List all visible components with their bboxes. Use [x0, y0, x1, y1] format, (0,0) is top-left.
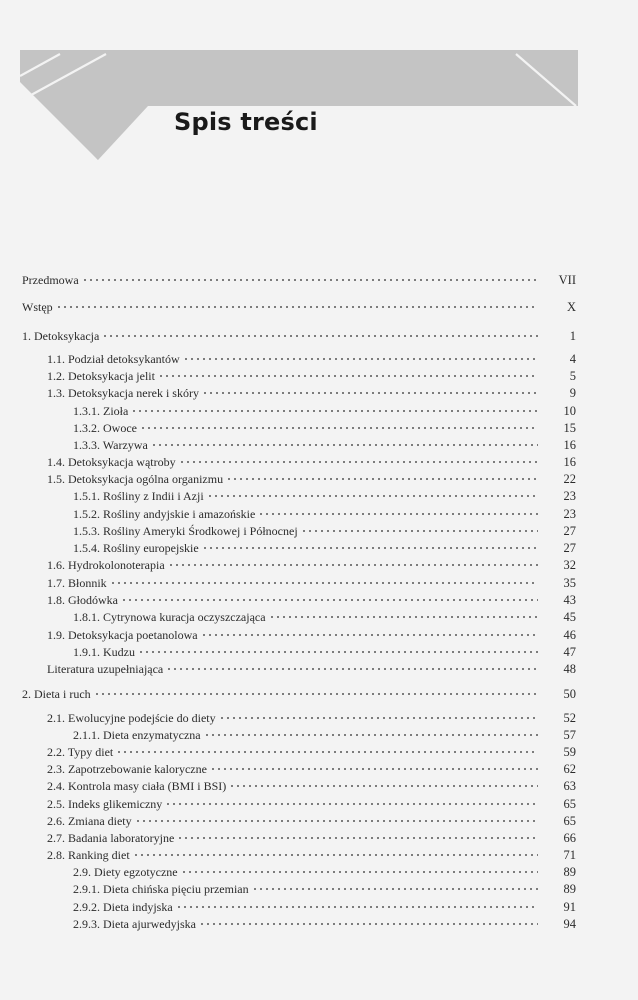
toc-entry-label: 2.3. Zapotrzebowanie kaloryczne	[47, 762, 207, 776]
toc-entry-page-number: 22	[563, 472, 576, 486]
toc-entry	[47, 743, 576, 759]
toc-entry	[47, 812, 576, 828]
dot-leader	[210, 764, 538, 773]
dot-leader	[110, 578, 538, 587]
toc-entry-page-number: 71	[563, 848, 576, 862]
toc-entry-label: 2.2. Typy diet	[47, 745, 114, 759]
toc-entry	[73, 505, 576, 521]
toc-entry-label: 1.5.2. Rośliny andyjskie i amazońskie	[73, 507, 256, 521]
dot-leader	[168, 560, 538, 569]
toc-entry-page-number: VII	[558, 273, 576, 287]
toc-entry	[47, 556, 576, 572]
dot-leader	[183, 354, 538, 363]
dot-leader	[202, 543, 538, 552]
toc-entry-page-number: 46	[563, 628, 576, 642]
toc-entry-label: 2.1.1. Dieta enzymatyczna	[73, 728, 201, 742]
toc-entry-page-number: 16	[563, 438, 576, 452]
toc-entry-label: 1.2. Detoksykacja jelit	[47, 369, 155, 383]
toc-entry	[47, 350, 576, 366]
toc-entry-label: Literatura uzupełniająca	[47, 662, 164, 676]
toc-entry-page-number: 89	[563, 865, 576, 879]
dot-leader	[252, 884, 538, 893]
dot-leader	[179, 457, 538, 466]
toc-entry-page-number: 47	[563, 645, 576, 659]
dot-leader	[135, 816, 538, 825]
dot-leader	[176, 902, 538, 911]
toc-entry-page-number: 62	[563, 762, 576, 776]
toc-entry-page-number: 91	[563, 900, 576, 914]
dot-leader	[56, 302, 538, 311]
toc-entry-page-number: 4	[569, 352, 576, 366]
toc-entry-label: Wstęp	[22, 300, 53, 314]
dot-leader	[165, 799, 538, 808]
dot-leader	[207, 491, 538, 500]
toc-entry-page-number: 32	[563, 558, 576, 572]
toc-entry-label: 2.7. Badania laboratoryjne	[47, 831, 175, 845]
toc-entry-page-number: 52	[563, 711, 576, 725]
toc-entry-label: 1.3. Detoksykacja nerek i skóry	[47, 386, 199, 400]
toc-entry-page-number: 94	[563, 917, 576, 931]
dot-leader	[94, 689, 538, 698]
toc-entry-label: 1.1. Podział detoksykantów	[47, 352, 180, 366]
toc-entry-page-number: 9	[569, 386, 576, 400]
toc-entry-page-number: 43	[563, 593, 576, 607]
dot-leader	[140, 423, 538, 432]
toc-entry-label: 1.3.1. Zioła	[73, 404, 129, 418]
toc-entry-label: 1.8.1. Cytrynowa kuracja oczyszczająca	[73, 610, 266, 624]
toc-entry-label: 2.8. Ranking diet	[47, 848, 130, 862]
toc-entry-label: 1. Detoksykacja	[22, 329, 100, 343]
toc-entry	[73, 863, 576, 879]
toc-entry	[73, 643, 576, 659]
dot-leader	[177, 833, 538, 842]
toc-entry	[73, 726, 576, 742]
dot-leader	[301, 526, 538, 535]
toc-entry	[73, 915, 576, 931]
toc-entry	[73, 402, 576, 418]
toc-entry	[47, 453, 576, 469]
toc-entry-page-number: 10	[563, 404, 576, 418]
dot-leader	[138, 647, 538, 656]
toc-entry-page-number: 59	[563, 745, 576, 759]
toc-entry-page-number: 89	[563, 882, 576, 896]
toc-entry-label: 1.3.3. Warzywa	[73, 438, 148, 452]
toc-entry	[47, 777, 576, 793]
toc-entry-label: 2.9.1. Dieta chińska pięciu przemian	[73, 882, 249, 896]
toc-entry-page-number: 65	[563, 797, 576, 811]
toc-entry	[47, 660, 576, 676]
toc-entry-page-number: 23	[563, 489, 576, 503]
toc-entry	[22, 685, 576, 701]
dot-leader	[166, 664, 538, 673]
toc-entry-page-number: 5	[569, 369, 576, 383]
dot-leader	[121, 595, 538, 604]
dot-leader	[102, 331, 538, 340]
toc-entry-label: 1.9.1. Kudzu	[73, 645, 135, 659]
toc-entry-page-number: 23	[563, 507, 576, 521]
dot-leader	[131, 406, 538, 415]
toc-entry	[47, 384, 576, 400]
dot-leader	[258, 509, 538, 518]
toc-entry	[22, 271, 576, 287]
dot-leader	[219, 713, 538, 722]
toc-entry-label: 1.4. Detoksykacja wątroby	[47, 455, 176, 469]
toc-entry	[47, 574, 576, 590]
toc-entry-page-number: 1	[569, 329, 576, 343]
dot-leader	[158, 371, 538, 380]
toc-entry-label: 2. Dieta i ruch	[22, 687, 91, 701]
toc-entry	[47, 367, 576, 383]
toc-entry	[73, 419, 576, 435]
toc-entry-label: 2.5. Indeks glikemiczny	[47, 797, 163, 811]
toc-entry-label: 2.4. Kontrola masy ciała (BMI i BSI)	[47, 779, 227, 793]
toc-entry	[47, 591, 576, 607]
dot-leader	[199, 919, 538, 928]
toc-entry-page-number: 48	[563, 662, 576, 676]
toc-entry	[73, 898, 576, 914]
toc-entry	[47, 626, 576, 642]
toc-entry-page-number: 15	[563, 421, 576, 435]
dot-leader	[116, 747, 538, 756]
toc-entry-page-number: X	[566, 300, 576, 314]
toc-entry-label: Przedmowa	[22, 273, 79, 287]
toc-entry	[73, 487, 576, 503]
page-title: Spis treści	[174, 108, 318, 136]
toc-entry-page-number: 66	[563, 831, 576, 845]
toc-entry-label: 2.1. Ewolucyjne podejście do diety	[47, 711, 216, 725]
toc-entry-label: 1.5. Detoksykacja ogólna organizmu	[47, 472, 224, 486]
toc-entry-label: 1.7. Błonnik	[47, 576, 107, 590]
toc-entry-page-number: 16	[563, 455, 576, 469]
toc-entry-label: 1.5.3. Rośliny Ameryki Środkowej i Północnej	[73, 524, 298, 538]
dot-leader	[204, 730, 538, 739]
toc-entry	[73, 522, 576, 538]
toc-entry-label: 1.3.2. Owoce	[73, 421, 137, 435]
dot-leader	[151, 440, 538, 449]
toc-entry	[73, 539, 576, 555]
dot-leader	[82, 275, 538, 284]
toc-entry	[22, 298, 576, 314]
toc-entry-label: 2.6. Zmiana diety	[47, 814, 132, 828]
toc-entry-page-number: 45	[563, 610, 576, 624]
toc-entry-label: 1.5.1. Rośliny z Indii i Azji	[73, 489, 204, 503]
toc-entry-page-number: 27	[563, 541, 576, 555]
toc-entry	[73, 880, 576, 896]
toc-entry	[47, 760, 576, 776]
toc-entry-label: 2.9. Diety egzotyczne	[73, 865, 178, 879]
toc-entry	[47, 846, 576, 862]
dot-leader	[133, 850, 538, 859]
toc-entry	[22, 327, 576, 343]
toc-entry-label: 1.6. Hydrokolonoterapia	[47, 558, 165, 572]
toc-entry	[73, 436, 576, 452]
toc-entry-page-number: 57	[563, 728, 576, 742]
toc-entry-page-number: 63	[563, 779, 576, 793]
dot-leader	[269, 612, 538, 621]
dot-leader	[229, 781, 538, 790]
dot-leader	[202, 388, 538, 397]
toc-entry-label: 1.9. Detoksykacja poetanolowa	[47, 628, 198, 642]
dot-leader	[201, 630, 538, 639]
toc-entry	[47, 470, 576, 486]
toc-entry-page-number: 35	[563, 576, 576, 590]
toc-entry-label: 2.9.3. Dieta ajurwedyjska	[73, 917, 196, 931]
dot-leader	[181, 867, 538, 876]
toc-entry	[47, 795, 576, 811]
toc-entry	[47, 709, 576, 725]
toc-entry-page-number: 27	[563, 524, 576, 538]
toc-entry-label: 2.9.2. Dieta indyjska	[73, 900, 173, 914]
toc-entry	[73, 608, 576, 624]
toc-entry-page-number: 50	[563, 687, 576, 701]
toc-entry-label: 1.5.4. Rośliny europejskie	[73, 541, 199, 555]
toc-entry-label: 1.8. Głodówka	[47, 593, 118, 607]
toc-entry	[47, 829, 576, 845]
toc-entry-page-number: 65	[563, 814, 576, 828]
dot-leader	[226, 474, 538, 483]
